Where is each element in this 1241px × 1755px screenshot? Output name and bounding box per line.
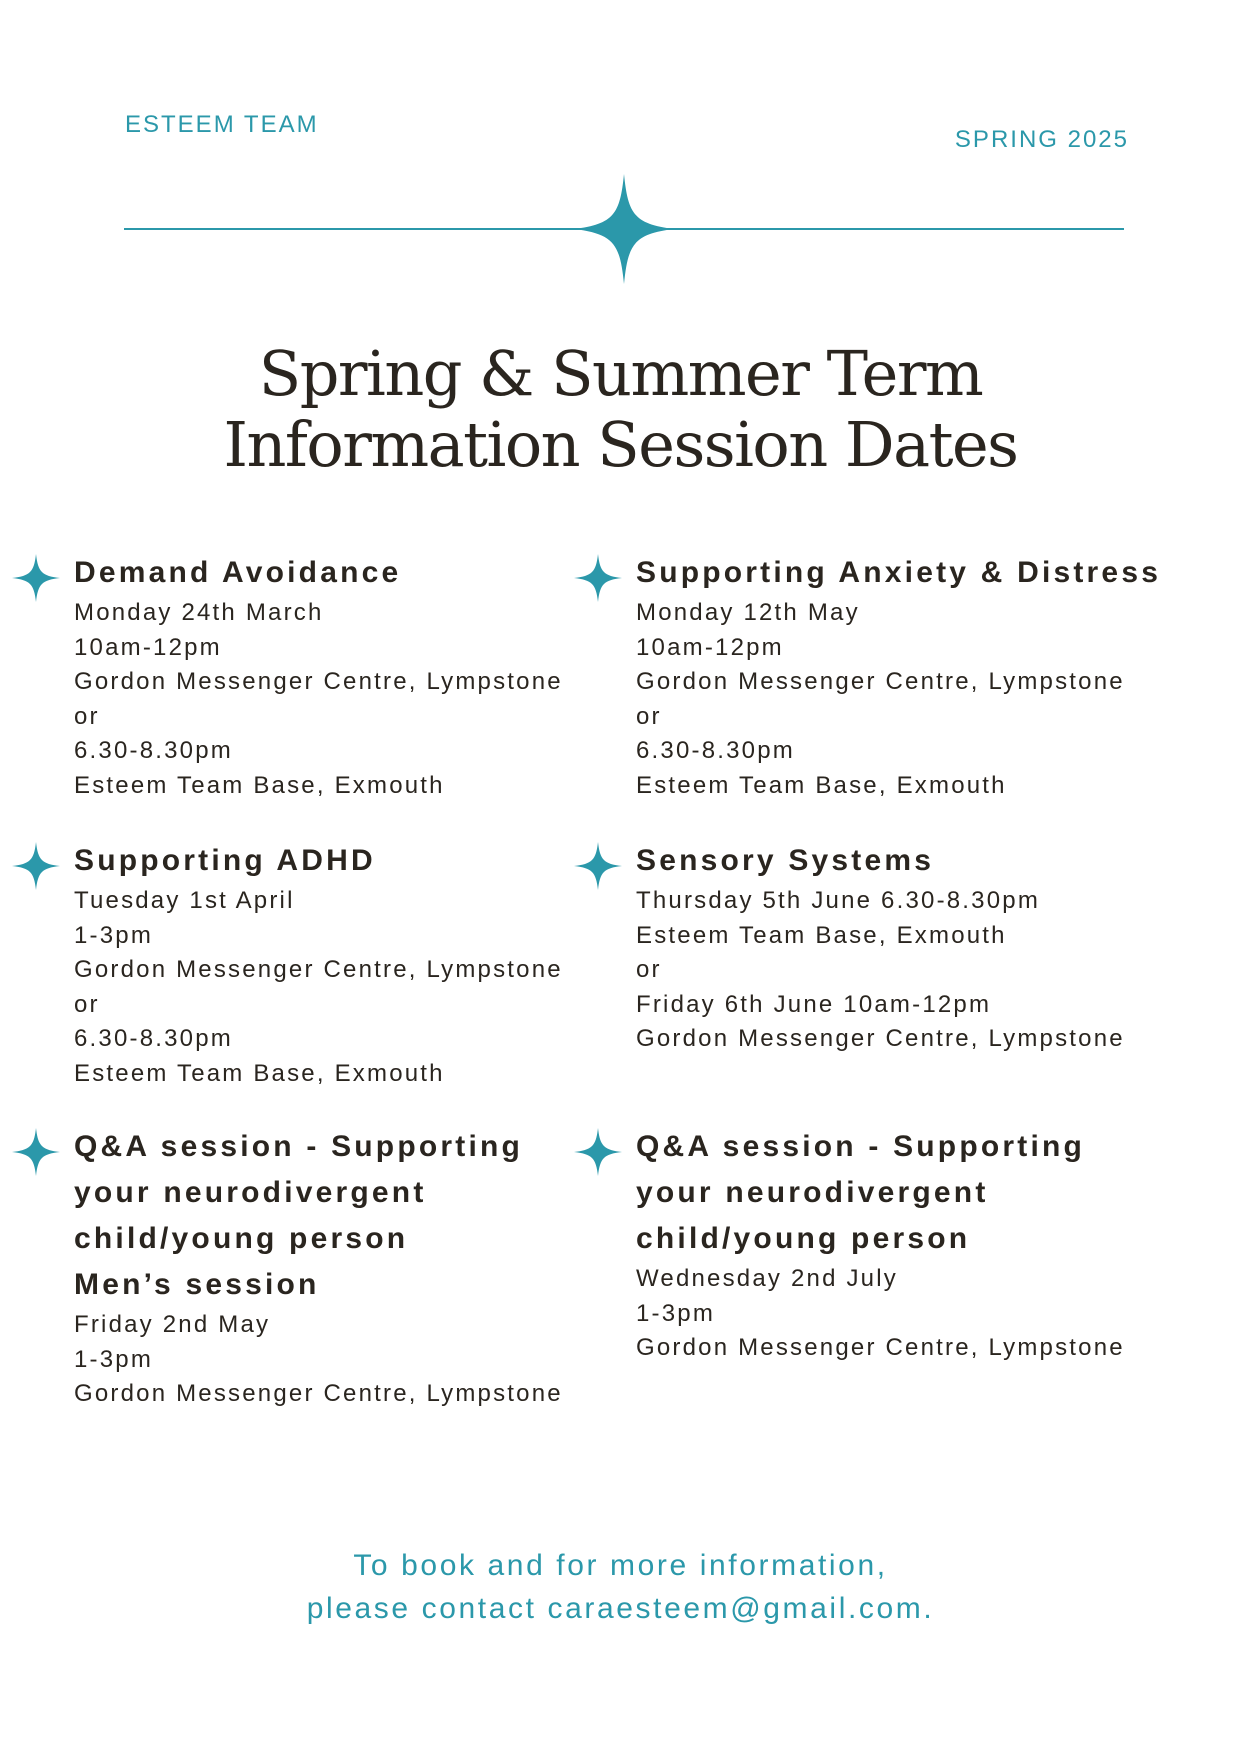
session-or: or (636, 702, 662, 730)
session-heading: child/young person (74, 1222, 409, 1255)
session-time: 1-3pm (74, 1345, 154, 1373)
session-date: Wednesday 2nd July (636, 1265, 898, 1292)
session-anxiety-distress (636, 550, 1161, 803)
session-heading: your neurodivergent (74, 1176, 427, 1209)
org-name: ESTEEM TEAM (125, 111, 319, 138)
page-title (0, 338, 1241, 480)
session-qa-mens (74, 1124, 563, 1412)
session-qa (636, 1124, 1125, 1366)
divider-star-icon (124, 174, 1124, 284)
session-adhd (74, 838, 563, 1091)
session-heading: Q&A session - Supporting (636, 1130, 1086, 1163)
session-date: Monday 12th May (636, 599, 860, 626)
session-sensory-systems (636, 838, 1125, 1057)
session-time: 10am-12pm (636, 633, 784, 661)
term-label: SPRING 2025 (954, 126, 1129, 153)
sparkle-icon (574, 1128, 622, 1176)
contact-line-2: please contact caraesteem@gmail.com. (306, 1592, 935, 1625)
sparkle-icon (12, 1128, 60, 1176)
session-heading: Demand Avoidance (74, 556, 402, 589)
session-or: or (636, 956, 662, 983)
sparkle-icon (12, 842, 60, 890)
session-time: 6.30-8.30pm (636, 737, 795, 764)
session-heading: Sensory Systems (636, 844, 935, 877)
sparkle-icon (574, 842, 622, 890)
session-time: 10am-12pm (74, 633, 222, 661)
title-line-1: Spring & Summer Term (258, 337, 983, 410)
session-date: Tuesday 1st April (74, 887, 295, 914)
contact-info (0, 1544, 1241, 1630)
session-venue: Esteem Team Base, Exmouth (74, 1059, 445, 1087)
session-heading: your neurodivergent (636, 1176, 989, 1209)
session-venue: Gordon Messenger Centre, Lympstone (636, 1025, 1125, 1052)
session-heading: Men’s session (74, 1268, 320, 1301)
session-heading: Q&A session - Supporting (74, 1130, 524, 1163)
session-date: Friday 2nd May (74, 1311, 271, 1338)
session-venue: Gordon Messenger Centre, Lympstone (636, 1334, 1125, 1361)
session-date: Monday 24th March (74, 599, 324, 626)
session-time: 1-3pm (74, 921, 154, 949)
contact-line-1: To book and for more information, (353, 1549, 888, 1582)
session-venue: Gordon Messenger Centre, Lympstone (74, 956, 563, 983)
session-venue: Esteem Team Base, Exmouth (636, 771, 1007, 799)
session-date-time: Thursday 5th June 6.30-8.30pm (636, 887, 1041, 914)
session-venue: Gordon Messenger Centre, Lympstone (74, 668, 563, 695)
session-heading: Supporting Anxiety & Distress (636, 556, 1162, 589)
session-heading: child/young person (636, 1222, 971, 1255)
session-time: 6.30-8.30pm (74, 1025, 233, 1052)
session-or: or (74, 702, 100, 730)
session-venue: Gordon Messenger Centre, Lympstone (636, 668, 1125, 695)
session-or: or (74, 990, 100, 1018)
sparkle-icon (574, 554, 622, 602)
session-venue: Gordon Messenger Centre, Lympstone (74, 1380, 563, 1407)
session-time: 6.30-8.30pm (74, 737, 233, 764)
session-venue: Esteem Team Base, Exmouth (636, 921, 1007, 949)
title-line-2: Information Session Dates (223, 408, 1018, 481)
session-date-time: Friday 6th June 10am-12pm (636, 990, 992, 1018)
session-demand-avoidance (74, 550, 563, 803)
session-venue: Esteem Team Base, Exmouth (74, 771, 445, 799)
sparkle-icon (12, 554, 60, 602)
session-time: 1-3pm (636, 1299, 716, 1327)
session-heading: Supporting ADHD (74, 844, 376, 877)
